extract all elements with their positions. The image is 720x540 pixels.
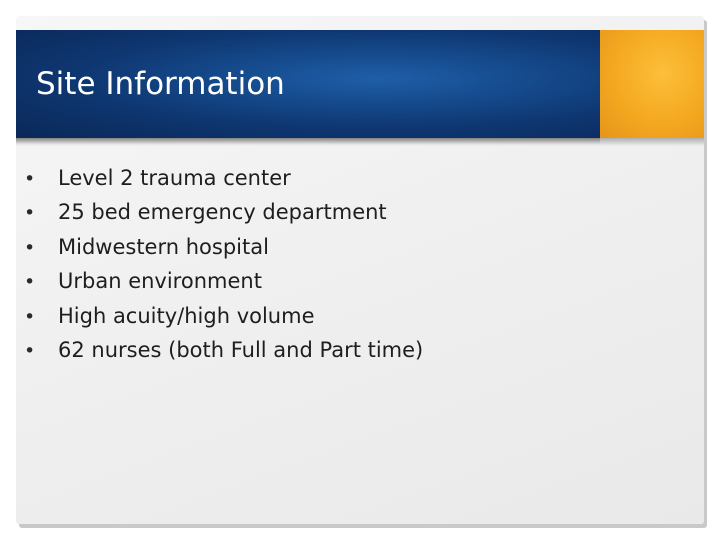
- bullet-icon: •: [24, 236, 36, 259]
- slide-title: Site Information: [36, 66, 285, 102]
- bullet-list: [24, 161, 423, 367]
- bullet-icon: •: [24, 168, 36, 190]
- bullet-text: Midwestern hospital: [58, 234, 269, 259]
- bullet-icon: •: [24, 339, 36, 362]
- bullet-item: [24, 264, 423, 298]
- bullet-item: [24, 333, 423, 367]
- slide: [16, 16, 704, 524]
- bullet-item: [24, 195, 423, 229]
- banner-shadow: [16, 138, 704, 146]
- bullet-text: 62 nurses (both Full and Part time): [58, 337, 424, 362]
- bullet-icon: •: [24, 202, 36, 225]
- accent-block: [600, 30, 704, 138]
- bullet-icon: •: [24, 305, 36, 328]
- bullet-text: High acuity/high volume: [58, 303, 315, 328]
- bullet-item: [24, 230, 423, 264]
- bullet-text: Urban environment: [58, 269, 262, 294]
- bullet-icon: •: [24, 271, 36, 294]
- bullet-text: Level 2 trauma center: [58, 166, 291, 190]
- bullet-item: [24, 299, 423, 333]
- bullet-item: [24, 161, 423, 195]
- bullet-text: 25 bed emergency department: [58, 200, 387, 225]
